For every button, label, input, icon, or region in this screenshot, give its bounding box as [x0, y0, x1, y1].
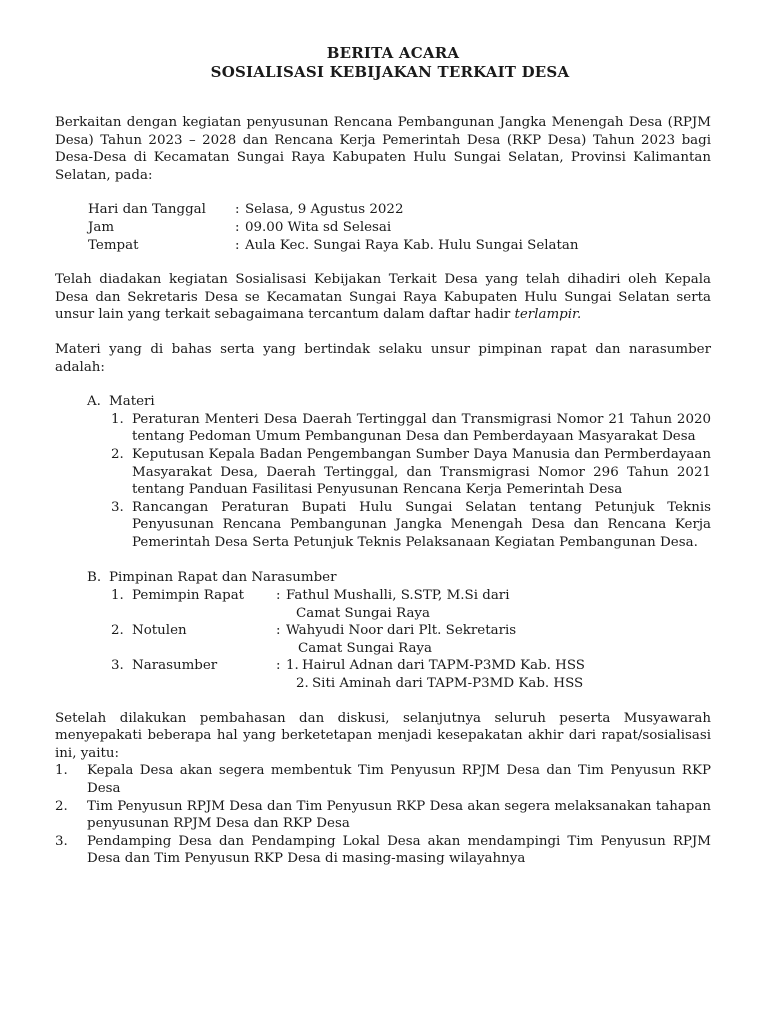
leader-separator: :: [276, 658, 281, 674]
leader-separator: :: [276, 623, 281, 639]
attendance-text: Telah diadakan kegiatan Sosialisasi Kebijakan Terkait Desa yang telah dihadiri oleh Kepala Desa dan Sekretaris Desa se Kecamatan Sungai Raya Kabupaten Hulu Sungai Selatan serta unsur lain yang terkait sebagaimana tercantum dalam daftar hadir: [55, 272, 711, 323]
list-number: 3.: [111, 658, 124, 674]
list-text: Pendamping Desa dan Pendamping Lokal Desa akan mendampingi Tim Penyusun RPJM Desa dan Tim Penyusun RKP Desa di masing-masing wilayahnya: [87, 833, 711, 867]
list-item: [55, 798, 711, 833]
closing-paragraph: Setelah dilakukan pembahasan dan diskusi, selanjutnya seluruh peserta Musyawarah menyepakati beberapa hal yang berketetapan menjadi kesepakatan akhir dari rapat/sosialisasi ini, yaitu:: [55, 710, 711, 761]
info-separator: :: [235, 219, 240, 235]
leader-label: Notulen: [132, 623, 187, 639]
section-letter: B.: [87, 570, 102, 586]
list-item: [111, 446, 711, 499]
leader-row-speakers: [111, 657, 711, 692]
info-separator: :: [235, 202, 240, 218]
leaders-list: [111, 587, 711, 693]
list-item: [111, 499, 711, 552]
section-b-heading: [87, 569, 711, 587]
leader-value-line: Camat Sungai Raya: [296, 605, 430, 621]
section-b: [55, 569, 711, 692]
section-a: [55, 393, 711, 551]
list-item: [55, 833, 711, 868]
list-text: Tim Penyusun RPJM Desa dan Tim Penyusun RKP Desa akan segera melaksanakan tahapan penyusunan RPJM Desa dan RKP Desa: [87, 798, 711, 832]
info-value: Aula Kec. Sungai Raya Kab. Hulu Sungai Selatan: [245, 237, 579, 253]
info-value: Selasa, 9 Agustus 2022: [245, 202, 404, 218]
materials-list: [111, 411, 711, 552]
speaker-number: 1.: [286, 658, 299, 674]
speaker-item: [286, 657, 711, 675]
info-label: Jam: [88, 219, 115, 235]
section-title: Materi: [109, 394, 155, 410]
leader-value: [286, 622, 711, 657]
leader-label-group: [111, 657, 276, 692]
list-number: 1.: [55, 763, 68, 779]
info-row-date: [88, 201, 711, 219]
section-title: Pimpinan Rapat dan Narasumber: [109, 570, 337, 586]
speaker-number: 2.: [296, 676, 309, 692]
list-item: [111, 411, 711, 446]
section-letter: A.: [87, 394, 101, 410]
info-separator: :: [235, 237, 240, 253]
list-number: 2.: [111, 623, 124, 639]
speaker-text: Hairul Adnan dari TAPM-P3MD Kab. HSS: [302, 658, 585, 674]
leader-row-notulen: [111, 622, 711, 657]
section-a-heading: [87, 393, 711, 411]
list-item: [55, 762, 711, 797]
leader-value-line: Camat Sungai Raya: [298, 640, 432, 656]
list-text: Rancangan Peraturan Bupati Hulu Sungai Selatan tentang Petunjuk Teknis Penyusunan Rencana Pembangunan Jangka Menengah Desa dan Rencana Kerja Pemerintah Desa Serta Petunjuk Teknis Pelaksanaan Kegiatan Pembangunan Desa.: [132, 499, 711, 550]
list-text: Kepala Desa akan segera membentuk Tim Penyusun RPJM Desa dan Tim Penyusun RKP Desa: [87, 763, 711, 796]
leader-value-line: Wahyudi Noor dari Plt. Sekretaris: [286, 623, 517, 639]
document-subtitle: SOSIALISASI KEBIJAKAN TERKAIT DESA: [210, 63, 570, 81]
list-number: 3.: [55, 833, 68, 849]
document-title: BERITA ACARA: [326, 44, 460, 62]
leader-row-chair: [111, 587, 711, 622]
event-info: [88, 201, 711, 254]
speakers-list: [286, 657, 711, 692]
info-row-place: [88, 237, 711, 255]
list-number: 1.: [111, 588, 124, 604]
materials-intro-paragraph: Materi yang di bahas serta yang bertindak selaku unsur pimpinan rapat dan narasumber adalah:: [55, 341, 711, 375]
leader-label: Pemimpin Rapat: [132, 588, 245, 604]
info-label: Hari dan Tanggal: [88, 202, 206, 218]
list-number: 3.: [111, 499, 124, 515]
list-number: 2.: [111, 446, 124, 462]
info-row-time: [88, 219, 711, 237]
attendance-italic: terlampir.: [514, 307, 582, 323]
info-label: Tempat: [88, 237, 139, 253]
leader-separator: :: [276, 588, 281, 604]
leader-label: Narasumber: [132, 658, 218, 674]
leader-label-group: [111, 622, 276, 657]
list-text: Keputusan Kepala Badan Pengembangan Sumber Daya Manusia dan Permberdayaan Masyarakat Desa, Daerah Tertinggal, dan Transmigrasi Nomor 296 Tahun 2021 tentang Panduan Fasilitasi Penyusunan Rencana Kerja Pemerintah Desa: [132, 446, 711, 498]
leader-value-line: Fathul Mushalli, S.STP, M.Si dari: [286, 588, 510, 604]
info-value: 09.00 Wita sd Selesai: [245, 219, 392, 235]
leader-value: [286, 587, 711, 622]
speaker-item: [296, 675, 711, 693]
leader-label-group: [111, 587, 276, 622]
list-text: Peraturan Menteri Desa Daerah Tertinggal dan Transmigrasi Nomor 21 Tahun 2020 tentang Pedoman Umum Pembangunan Desa dan Pemberdayaan Masyarakat Desa: [132, 411, 711, 445]
list-number: 1.: [111, 411, 124, 427]
attendance-paragraph: [55, 271, 711, 324]
conclusions-list: [55, 762, 711, 868]
speaker-text: Siti Aminah dari TAPM-P3MD Kab. HSS: [312, 676, 584, 692]
intro-paragraph: Berkaitan dengan kegiatan penyusunan Rencana Pembangunan Jangka Menengah Desa (RPJM Desa) Tahun 2023 – 2028 dan Rencana Kerja Pemerintah Desa (RKP Desa) Tahun 2023 bagi Desa-Desa di Kecamatan Sungai Raya Kabupaten Hulu Sungai Selatan, Provinsi Kalimantan Selatan, pada:: [55, 115, 711, 183]
list-number: 2.: [55, 798, 68, 814]
